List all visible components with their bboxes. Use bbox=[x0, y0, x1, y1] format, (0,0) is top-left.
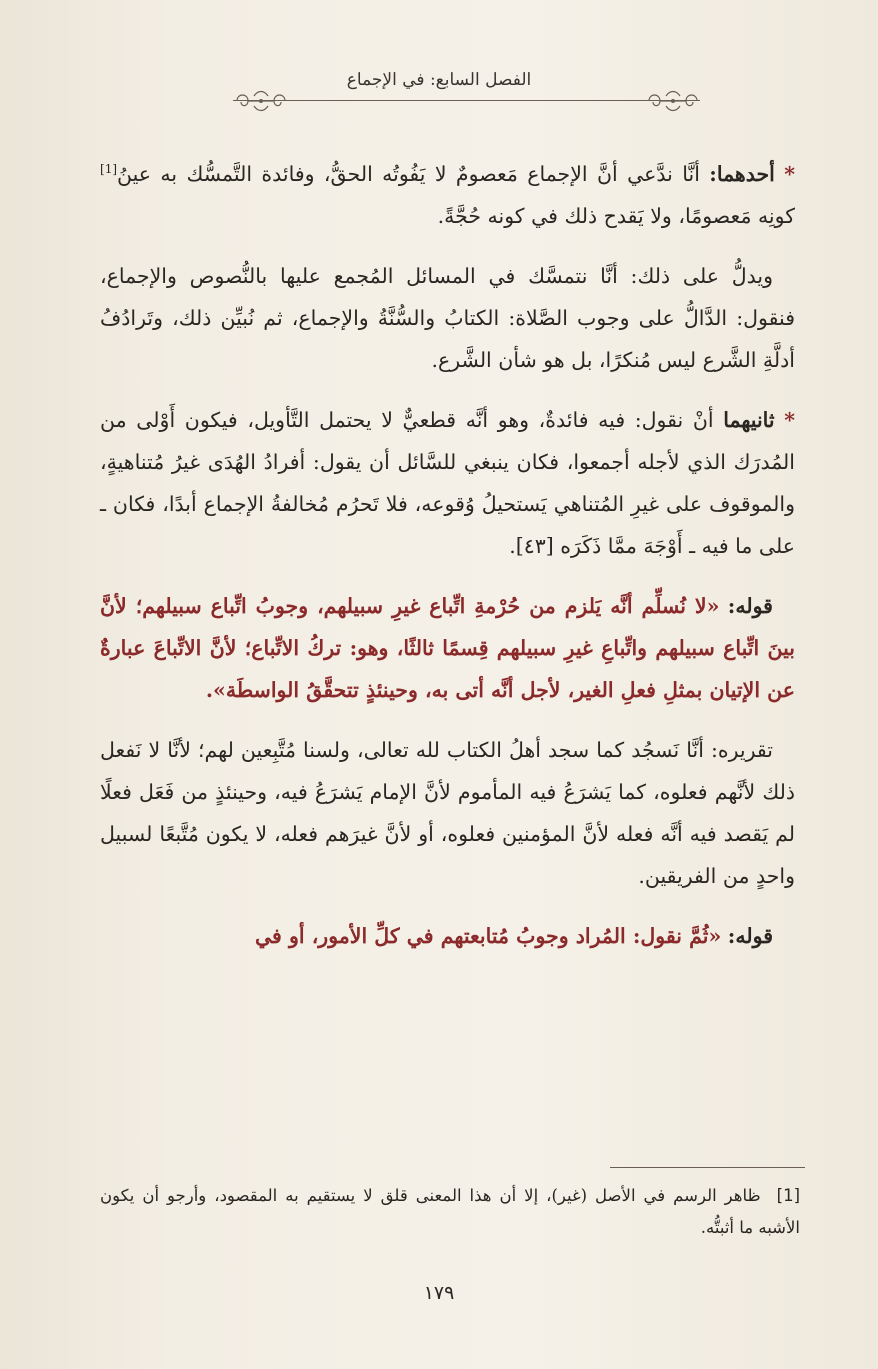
paragraph-1 bbox=[100, 148, 795, 237]
page-number: ١٧٩ bbox=[423, 1282, 455, 1304]
quoted-text: «لا نُسلِّم أنَّه يَلزم من حُرْمةِ اتِّباع غيرِ سبيلهم، وجوبُ اتِّباع سبيلهم؛ لأنَّ بينَ اتِّباع سبيلهم واتِّباعِ غيرِ سبيلهم قِسمًا ثالثًا، وهو: تركُ الاتِّباع؛ لأنَّ الاتِّباعَ عبارةٌ عن الإتيان بمثلِ فعلِ الغير، لأجل أنَّه أتى به، وحينئذٍ تتحقَّقُ الواسطَة». bbox=[100, 593, 795, 702]
running-header bbox=[0, 70, 878, 130]
paragraph-text: أنَّا ندَّعي أنَّ الإجماع مَعصومٌ لا يَفُوتُه الحقُّ، وفائدة التَّمسُّك به عينُ bbox=[117, 161, 700, 186]
footnote-rule bbox=[610, 1167, 805, 1168]
quoted-text: «ثُمَّ نقول: المُراد وجوبُ مُتابعتهم في كلِّ الأمور، أو في bbox=[254, 923, 722, 948]
footnotes bbox=[100, 1180, 800, 1244]
asterisk-marker: * bbox=[784, 161, 795, 186]
main-text bbox=[100, 148, 795, 975]
paragraph-lead: قوله: bbox=[727, 923, 773, 948]
footnote-item bbox=[100, 1180, 800, 1244]
footnote-reference[interactable]: [1] bbox=[100, 162, 118, 176]
paragraph-6 bbox=[100, 915, 795, 957]
asterisk-marker: * bbox=[784, 407, 795, 432]
paragraph-text: تقريره: أنَّا نَسجُد كما سجد أهلُ الكتاب لله تعالى، ولسنا مُتَّبِعين لهم؛ لأنَّا لا نَفعل ذلك لأنَّهم فعلوه، كما يَشرَعُ فيه المأموم لأنَّ الإمام يَشرَعُ فيه، وحينئذٍ من فَعَل فعلًا لم يَقصد فيه أنَّه فعله لأنَّ المؤمنين فعلوه، أو لأنَّ غيرَهم فعله، لا يكون مُتَّبعًا لسبيل واحدٍ من الفريقين. bbox=[100, 737, 795, 888]
paragraph-lead: قوله: bbox=[727, 593, 773, 618]
right-ornament-icon bbox=[644, 88, 702, 114]
paragraph-lead: أحدهما: bbox=[709, 161, 775, 186]
footnote-text: ظاهر الرسم في الأصل (غير)، إلا أن هذا المعنى قلق لا يستقيم به المقصود، وأرجو أن يكون الأشبه ما أثبتُّه. bbox=[100, 1186, 800, 1237]
paragraph-text: ويدلُّ على ذلك: أنَّا نتمسَّك في المسائل المُجمع عليها بالنُّصوص والإجماع، فنقول: الدَّالُّ على وجوب الصَّلاة: الكتابُ والسُّنَّةُ والإجماع، ثم نُبيِّن ذلك، وتَرادُفُ أدلَّةِ الشَّرع ليس مُنكرًا، بل هو شأن الشَّرع. bbox=[100, 263, 795, 372]
paragraph-2 bbox=[100, 255, 795, 381]
paragraph-text-continued: كونِه مَعصومًا، ولا يَقدح ذلك في كونه حُجَّةً. bbox=[437, 203, 795, 228]
paragraph-4 bbox=[100, 585, 795, 711]
header-rule bbox=[233, 100, 700, 101]
paragraph-5 bbox=[100, 729, 795, 897]
left-ornament-icon bbox=[232, 88, 290, 114]
paragraph-3 bbox=[100, 399, 795, 567]
footnote-number: [1] bbox=[776, 1186, 801, 1205]
paragraph-lead: ثانيهما bbox=[723, 407, 775, 432]
chapter-title: الفصل السابع: في الإجماع bbox=[346, 70, 532, 90]
paragraph-text: أنْ نقول: فيه فائدةٌ، وهو أنَّه قطعيٌّ لا يحتمل التَّأويل، فيكون أَوْلى من المُدرَك الذي لأجله أجمعوا، فكان ينبغي للسَّائل أن يقول: أفرادُ الهُدَى غيرُ مُتناهيةٍ، والموقوف على غيرِ المُتناهي يَستحيلُ وُقوعه، فلا تَحرُم مُخالفةُ الإجماع أبدًا، فكان ـ على ما فيه ـ أَوْجَهَ ممَّا ذَكَرَه [٤٣]. bbox=[100, 407, 795, 558]
